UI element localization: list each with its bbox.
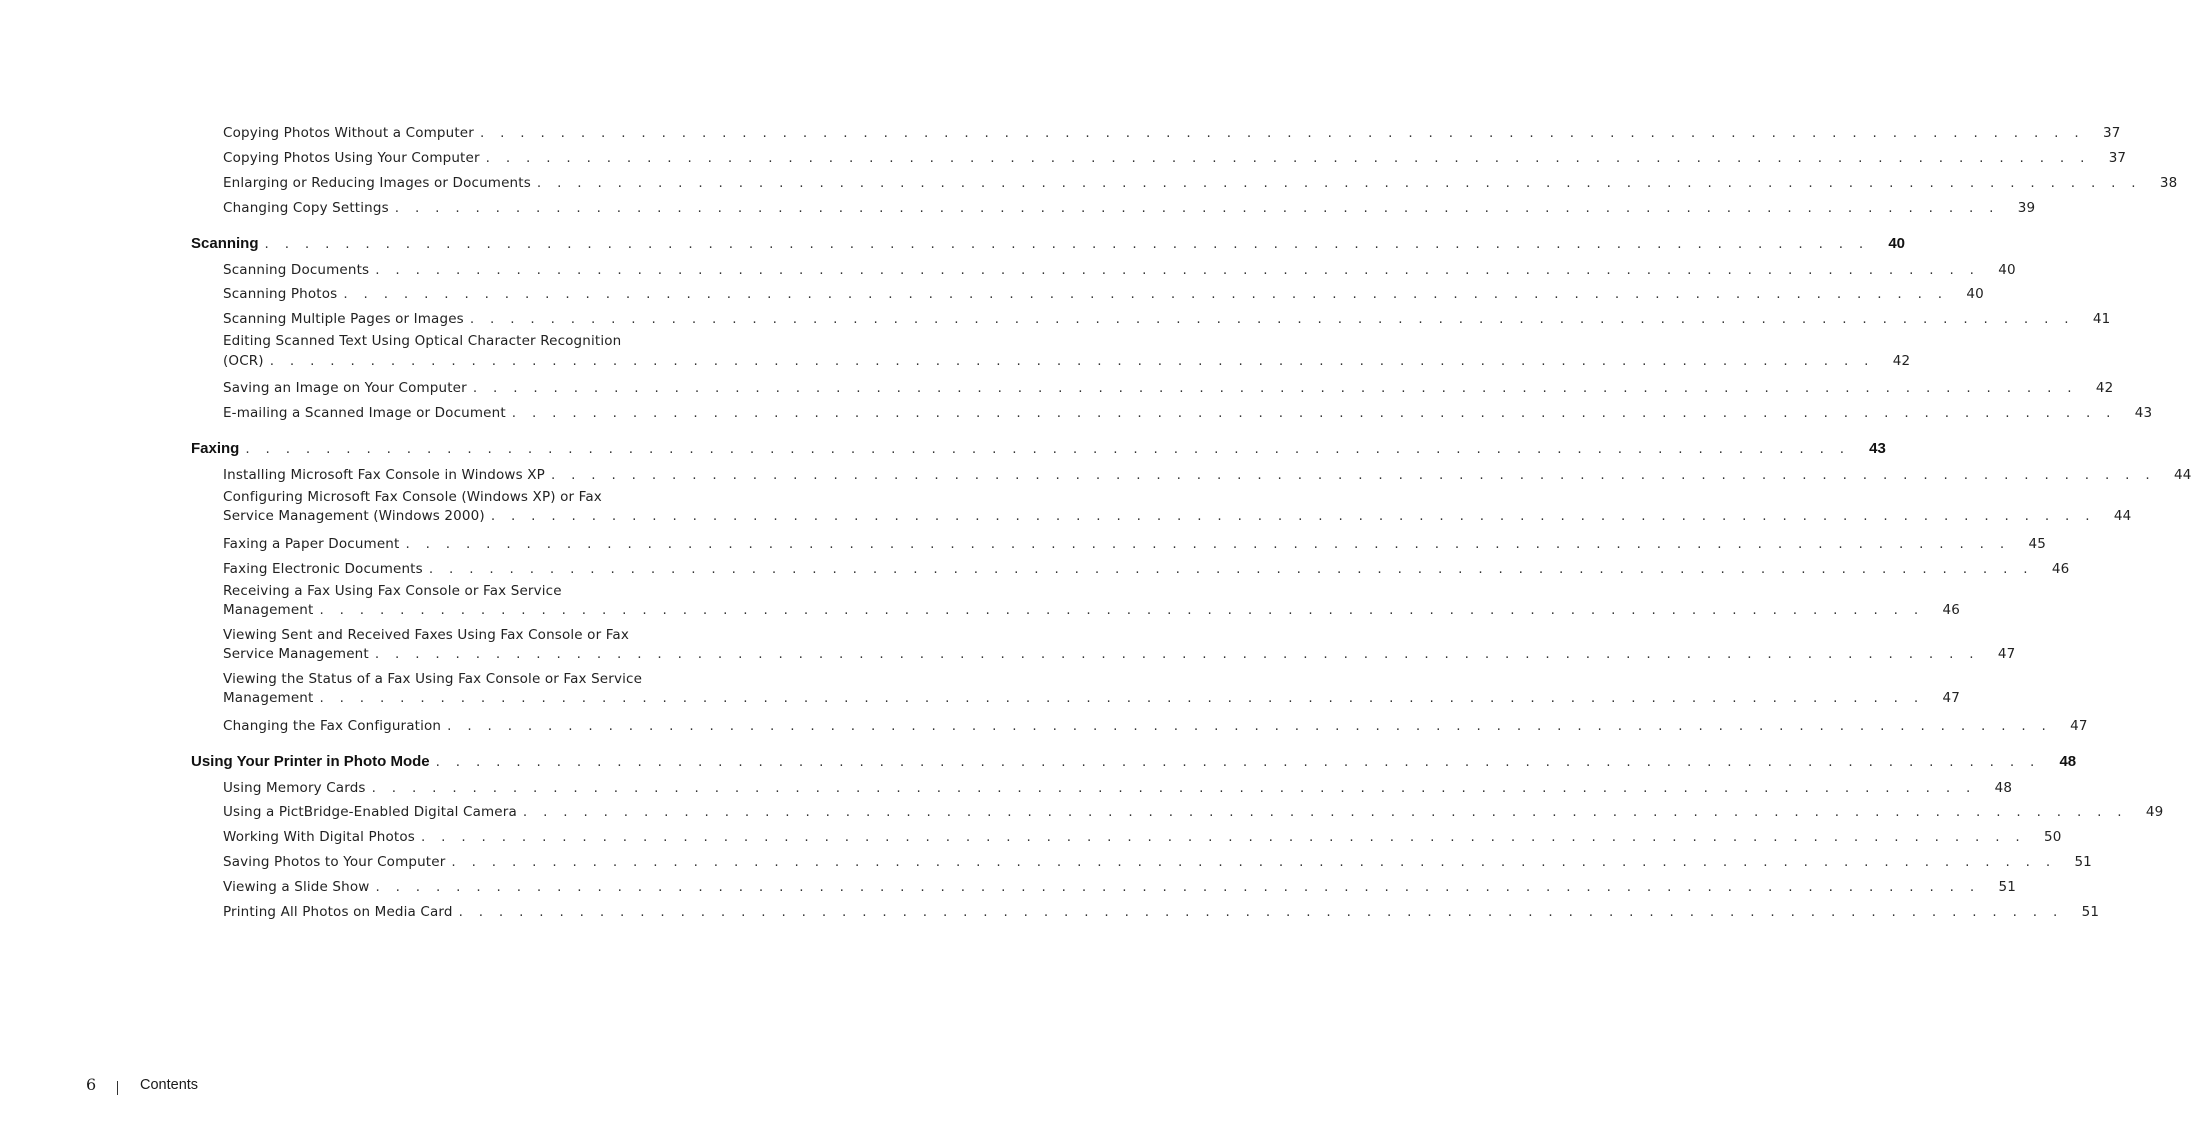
dot-leader: . . . . . . . . . . . . . . . . . . . . . . . . . . . . . . . . . . . . . . . . . . . . . . . . . . . . . . . . . . . . . . . . . . . . . . . . . . . . . . . . [451,854,2056,871]
toc-entry-title: Management [223,602,314,619]
dot-leader: . . . . . . . . . . . . . . . . . . . . . . . . . . . . . . . . . . . . . . . . . . . . . . . . . . . . . . . . . . . . . . . . . . . . . . . . . . . . . . . . [319,690,1924,707]
toc-page-number: 48 [2059,752,2077,770]
toc-page-number: 42 [1892,352,1911,369]
dot-leader: . . . . . . . . . . . . . . . . . . . . . . . . . . . . . . . . . . . . . . . . . . . . . . . . . . . . . . . . . . . . . . . . . . . . . . . . . . . . . . . . [479,125,2085,141]
toc-entry-title: Viewing a Slide Show [223,879,370,896]
dot-leader: . . . . . . . . . . . . . . . . . . . . . . . . . . . . . . . . . . . . . . . . . . . . . . . . . . . . . . . . . . . . . . . . . . . . . . . . . . . . . . . . [371,779,1977,796]
toc-section-title: Using Your Printer in Photo Mode [191,752,430,770]
toc-entry[interactable] [223,121,2121,146]
toc-entry-title: Enlarging or Reducing Images or Documents [223,174,531,191]
toc-page-number: 44 [2113,508,2132,525]
toc-entry-title: Scanning Documents [223,261,370,278]
toc-entry[interactable] [223,401,2153,426]
toc-page-number: 47 [1942,690,1960,707]
toc-page-number: 38 [2159,174,2178,191]
toc-page-number: 40 [1998,261,2016,278]
toc-page-number: 46 [2051,560,2070,577]
dot-leader: . . . . . . . . . . . . . . . . . . . . . . . . . . . . . . . . . . . . . . . . . . . . . . . . . . . . . . . . . . . . . . . . . . . . . . . . . . . . . . . . [472,380,2078,397]
dot-leader: . . . . . . . . . . . . . . . . . . . . . . . . . . . . . . . . . . . . . . . . . . . . . . . . . . . . . . . . . . . . . . . . . . . . . . . . . . . . . . . . [469,311,2075,328]
dot-leader: . . . . . . . . . . . . . . . . . . . . . . . . . . . . . . . . . . . . . . . . . . . . . . . . . . . . . . . . . . . . . . . . . . . . . . . . . . . . . . . . [490,508,2096,525]
toc-entry[interactable] [223,582,1960,621]
toc-entry-title: Service Management (Windows 2000) [223,508,485,525]
toc-entry[interactable] [223,875,2016,900]
toc-entry-title-line1: Viewing the Status of a Fax Using Fax Console or Fax Service [223,670,643,687]
dot-leader: . . . . . . . . . . . . . . . . . . . . . . . . . . . . . . . . . . . . . . . . . . . . . . . . . . . . . . . . . . . . . . . . . . . . . . . . . . . . . . . . [245,441,1850,457]
toc-entry[interactable] [223,850,2092,875]
toc-entry[interactable] [223,307,2111,332]
toc-page-number: 47 [1997,646,2016,663]
toc-entry[interactable] [223,532,2046,557]
toc-section-heading[interactable] [191,435,1886,463]
dot-leader: . . . . . . . . . . . . . . . . . . . . . . . . . . . . . . . . . . . . . . . . . . . . . . . . . . . . . . . . . . . . . . . . . . . . . . . . . . . . . . . . [375,879,1980,896]
dot-leader: . . . . . . . . . . . . . . . . . . . . . . . . . . . . . . . . . . . . . . . . . . . . . . . . . . . . . . . . . . . . . . . . . . . . . . . . . . . . . . . . [428,560,2034,577]
toc-entry[interactable] [223,171,2178,196]
toc-entry[interactable] [223,825,2062,850]
toc-entry-title: Printing All Photos on Media Card [223,903,453,920]
dot-leader: . . . . . . . . . . . . . . . . . . . . . . . . . . . . . . . . . . . . . . . . . . . . . . . . . . . . . . . . . . . . . . . . . . . . . . . . . . . . . . . . [374,646,1980,663]
dot-leader: . . . . . . . . . . . . . . . . . . . . . . . . . . . . . . . . . . . . . . . . . . . . . . . . . . . . . . . . . . . . . . . . . . . . . . . . . . . . . . . . [343,286,1948,303]
toc-page-number: 37 [2108,149,2127,166]
toc-page-number: 49 [2145,804,2164,821]
toc-entry-title: Faxing Electronic Documents [223,560,423,577]
dot-leader: . . . . . . . . . . . . . . . . . . . . . . . . . . . . . . . . . . . . . . . . . . . . . . . . . . . . . . . . . . . . . . . . . . . . . . . . . . . . . . . . [536,174,2142,191]
toc-entry-title: Faxing a Paper Document [223,535,400,552]
toc-entry-title-line1: Viewing Sent and Received Faxes Using Fax Console or Fax [223,626,629,643]
toc-page-number: 44 [2173,467,2191,483]
toc-page-number: 51 [1998,879,2016,896]
toc-page-number: 45 [2028,535,2046,552]
dot-leader: . . . . . . . . . . . . . . . . . . . . . . . . . . . . . . . . . . . . . . . . . . . . . . . . . . . . . . . . . . . . . . . . . . . . . . . . . . . . . . . . [435,753,2041,770]
dot-leader: . . . . . . . . . . . . . . . . . . . . . . . . . . . . . . . . . . . . . . . . . . . . . . . . . . . . . . . . . . . . . . . . . . . . . . . . . . . . . . . . [269,352,1875,369]
toc-page-number: 47 [2070,717,2088,734]
toc-page-number: 43 [1869,440,1886,457]
toc-entry[interactable] [223,146,2127,171]
toc-entry-title: Saving Photos to Your Computer [223,854,446,871]
toc-page-number: 40 [1966,286,1984,303]
dot-leader: . . . . . . . . . . . . . . . . . . . . . . . . . . . . . . . . . . . . . . . . . . . . . . . . . . . . . . . . . . . . . . . . . . . . . . . . . . . . . . . . [319,602,1924,619]
toc-page-number: 51 [2074,854,2092,871]
toc-entry-title: E-mailing a Scanned Image or Document [223,405,506,422]
toc-entry-title: Working With Digital Photos [223,829,415,846]
toc-entry[interactable] [223,557,2070,582]
toc-entry-title: Changing the Fax Configuration [223,717,442,734]
toc-entry[interactable] [223,258,2016,283]
dot-leader: . . . . . . . . . . . . . . . . . . . . . . . . . . . . . . . . . . . . . . . . . . . . . . . . . . . . . . . . . . . . . . . . . . . . . . . . . . . . . . . . [264,235,1870,252]
dot-leader: . . . . . . . . . . . . . . . . . . . . . . . . . . . . . . . . . . . . . . . . . . . . . . . . . . . . . . . . . . . . . . . . . . . . . . . . . . . . . . . . [511,405,2117,422]
toc-entry-title: Service Management [223,646,369,663]
toc-section-title: Faxing [191,440,240,457]
toc-page-number: 41 [2092,311,2111,328]
toc-entry[interactable] [223,670,1960,709]
toc-entry-title: Changing Copy Settings [223,199,389,216]
footer-page-number: 6 [86,1075,97,1094]
toc-entry-title: Using a PictBridge-Enabled Digital Camera [223,804,517,821]
toc-section-heading[interactable] [191,748,2077,776]
toc-entry[interactable] [223,376,2114,401]
toc-entry-title: Installing Microsoft Fax Console in Windows XP [223,467,545,483]
dot-leader: . . . . . . . . . . . . . . . . . . . . . . . . . . . . . . . . . . . . . . . . . . . . . . . . . . . . . . . . . . . . . . . . . . . . . . . . . . . . . . . . [550,467,2156,483]
dot-leader: . . . . . . . . . . . . . . . . . . . . . . . . . . . . . . . . . . . . . . . . . . . . . . . . . . . . . . . . . . . . . . . . . . . . . . . . . . . . . . . . [394,199,2000,216]
toc-page-number: 48 [1994,779,2013,796]
toc-entry-title: Using Memory Cards [223,779,366,796]
toc-page-number: 50 [2044,829,2062,846]
dot-leader: . . . . . . . . . . . . . . . . . . . . . . . . . . . . . . . . . . . . . . . . . . . . . . . . . . . . . . . . . . . . . . . . . . . . . . . . . . . . . . . . [522,804,2128,821]
toc-entry[interactable] [223,488,2132,527]
toc-page-number: 37 [2102,125,2121,141]
toc-entry[interactable] [223,900,2100,925]
toc-page-number: 42 [2095,380,2114,397]
toc-page-number: 39 [2017,199,2036,216]
toc-entry[interactable] [223,800,2164,825]
toc-entry-title-line1: Receiving a Fax Using Fax Console or Fax Service [223,582,562,599]
toc-entry[interactable] [223,282,1984,307]
toc-entry-title: Scanning Multiple Pages or Images [223,311,464,328]
dot-leader: . . . . . . . . . . . . . . . . . . . . . . . . . . . . . . . . . . . . . . . . . . . . . . . . . . . . . . . . . . . . . . . . . . . . . . . . . . . . . . . . [405,535,2010,552]
toc-page-number: 40 [1888,234,1906,252]
footer-section-label: Contents [140,1077,199,1093]
dot-leader: . . . . . . . . . . . . . . . . . . . . . . . . . . . . . . . . . . . . . . . . . . . . . . . . . . . . . . . . . . . . . . . . . . . . . . . . . . . . . . . . [485,149,2091,166]
toc-entry[interactable] [223,714,2088,739]
dot-leader: . . . . . . . . . . . . . . . . . . . . . . . . . . . . . . . . . . . . . . . . . . . . . . . . . . . . . . . . . . . . . . . . . . . . . . . . . . . . . . . . [447,717,2052,734]
toc-entry-title-line1: Configuring Microsoft Fax Console (Windows XP) or Fax [223,488,602,505]
toc-entry[interactable] [223,463,2191,488]
toc-entry[interactable] [223,332,1911,371]
toc-section-title: Scanning [191,234,259,252]
dot-leader: . . . . . . . . . . . . . . . . . . . . . . . . . . . . . . . . . . . . . . . . . . . . . . . . . . . . . . . . . . . . . . . . . . . . . . . . . . . . . . . . [375,261,1980,278]
toc-entry-title: Management [223,690,314,707]
dot-leader: . . . . . . . . . . . . . . . . . . . . . . . . . . . . . . . . . . . . . . . . . . . . . . . . . . . . . . . . . . . . . . . . . . . . . . . . . . . . . . . . [420,829,2026,846]
toc-entry-title-line1: Editing Scanned Text Using Optical Character Recognition [223,333,622,350]
footer-divider [117,1081,118,1095]
toc-entry[interactable] [223,626,2016,665]
toc-page-number: 46 [1942,602,1960,619]
toc-entry-title: Copying Photos Without a Computer [223,125,474,141]
table-of-contents [191,121,2191,925]
dot-leader: . . . . . . . . . . . . . . . . . . . . . . . . . . . . . . . . . . . . . . . . . . . . . . . . . . . . . . . . . . . . . . . . . . . . . . . . . . . . . . . . [458,903,2064,920]
toc-section-heading[interactable] [191,230,1906,258]
toc-entry[interactable] [223,196,2036,221]
toc-entry-title: (OCR) [223,352,264,369]
toc-page-number: 51 [2081,903,2100,920]
toc-page-number: 43 [2134,405,2153,422]
toc-entry-title: Saving an Image on Your Computer [223,380,467,397]
toc-entry-title: Copying Photos Using Your Computer [223,149,480,166]
toc-entry[interactable] [223,776,2013,801]
toc-entry-title: Scanning Photos [223,286,338,303]
